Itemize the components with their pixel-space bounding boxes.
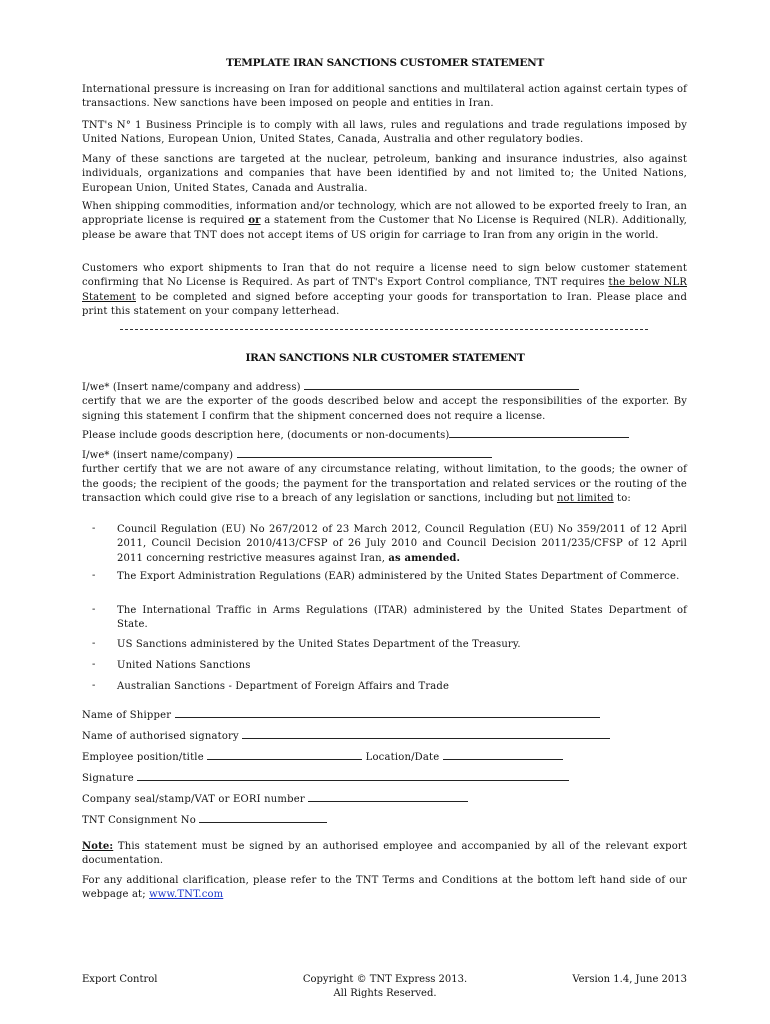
statement-opening [82, 380, 687, 424]
document-title: TEMPLATE IRAN SANCTIONS CUSTOMER STATEMENT [226, 57, 544, 69]
shipper-blank[interactable] [175, 708, 600, 718]
bullet-dash: - [92, 680, 96, 691]
bullet-dash: - [92, 523, 96, 534]
bullet-1-text: Council Regulation (EU) No 267/2012 of 23 March 2012, Council Regulation (EU) No 359/2011 of 12 April 2011, Council Decision 2010/413/CFSP of 26 July 2010 and Council Decision 2011/235/CFSP of 12 April 2011 concerning restrictive measures against Iran, [117, 524, 687, 564]
name-company-blank[interactable] [237, 448, 492, 458]
license-text-a: When shipping commodities, information and/or technology, which are not allowed to be exported freely to Iran, an appropriate license is required [82, 201, 687, 227]
list-item: US Sanctions administered by the United States Department of the Treasury. [117, 639, 521, 650]
list-item: Australian Sanctions - Department of Foreign Affairs and Trade [117, 681, 450, 692]
clarification-paragraph [82, 874, 687, 903]
license-paragraph [82, 200, 687, 243]
bullet-dash: - [92, 638, 96, 649]
note-paragraph [82, 840, 687, 869]
insert-name-label-2: I/we* (insert name/company) [82, 450, 234, 461]
note-text: This statement must be signed by an authorised employee and accompanied by all of the relevant export documentation. [82, 841, 687, 867]
consignment-label: TNT Consignment No [82, 815, 196, 826]
position-field [82, 750, 563, 763]
footer-right: Version 1.4, June 2013 [572, 974, 687, 985]
company-seal-label: Company seal/stamp/VAT or EORI number [82, 794, 305, 805]
or-emphasis: or [248, 215, 261, 227]
signature-label: Signature [82, 773, 134, 784]
not-limited-underlined: not limited [556, 492, 614, 504]
list-item: United Nations Sanctions [117, 660, 251, 671]
signature-field [82, 771, 569, 784]
footer-copyright: Copyright © TNT Express 2013. [302, 974, 468, 985]
customer-text-a: Customers who export shipments to Iran that do not require a license need to sign below customer statement confirming that No License is Required. As part of TNT's Export Control compliance, TNT requires [82, 263, 687, 289]
footer-center [285, 973, 485, 1001]
consignment-field [82, 813, 327, 826]
goods-blank[interactable] [449, 428, 629, 438]
intro-paragraph-3: Many of these sanctions are targeted at the nuclear, petroleum, banking and insurance industries, also against individuals, organizations and companies that have been identified by and not limited to; the United Nations, European Union, United States, Canada and Australia. [82, 154, 687, 194]
list-item [117, 523, 687, 566]
customer-paragraph [82, 262, 687, 319]
tnt-website-link[interactable]: www.TNT.com [149, 889, 224, 901]
location-label: Location/Date [365, 752, 440, 763]
shipper-label: Name of Shipper [82, 710, 172, 721]
statement-title: IRAN SANCTIONS NLR CUSTOMER STATEMENT [245, 352, 525, 364]
intro-paragraph-2: TNT's N° 1 Business Principle is to comply with all laws, rules and regulations and trade regulations imposed by United Nations, European Union, United States, Canada, Australia and other regulatory bodies. [82, 120, 687, 146]
location-blank[interactable] [443, 750, 563, 760]
signature-blank[interactable] [137, 771, 569, 781]
position-blank[interactable] [207, 750, 362, 760]
footer-left: Export Control [82, 974, 158, 985]
bullet-1-bold: as amended. [388, 552, 461, 564]
customer-text-b: to be completed and signed before accepting your goods for transportation to Iran. Please place and print this statement on your company letterhead. [82, 291, 687, 317]
further-certify-block [82, 448, 687, 506]
signatory-blank[interactable] [242, 729, 610, 739]
signatory-field [82, 729, 610, 742]
shipper-field [82, 708, 600, 721]
signatory-label: Name of authorised signatory [82, 731, 239, 742]
goods-description-line [82, 428, 687, 443]
intro-paragraph-1: International pressure is increasing on Iran for additional sanctions and multilateral action against certain types of transactions. New sanctions have been imposed on people and entities in Iran. [82, 84, 687, 110]
company-seal-field [82, 792, 468, 805]
insert-name-label: I/we* (Insert name/company and address) [82, 382, 301, 393]
note-label: Note: [82, 841, 114, 852]
company-seal-blank[interactable] [308, 792, 468, 802]
consignment-blank[interactable] [199, 813, 327, 823]
bullet-dash: - [92, 570, 96, 581]
clarification-text: For any additional clarification, please refer to the TNT Terms and Conditions at the bottom left hand side of our webpage at; [82, 875, 687, 901]
bullet-dash: - [92, 604, 96, 615]
further-text-a: further certify that we are not aware of any circumstance relating, without limitation, to the goods; the owner of the goods; the recipient of the goods; the payment for the transportation and related services or the routing of the transaction which could give rise to a breach of any legislation or sanctions, including but [82, 464, 687, 504]
position-label: Employee position/title [82, 752, 204, 763]
further-text-b: to: [613, 492, 631, 504]
goods-label: Please include goods description here, (documents or non-documents) [82, 430, 450, 441]
bullet-dash: - [92, 659, 96, 670]
list-item: The International Traffic in Arms Regulations (ITAR) administered by the United States Department of State. [117, 605, 687, 631]
nlr-statement-underlined: the below NLR Statement [82, 277, 687, 303]
certify-text: certify that we are the exporter of the goods described below and accept the responsibilities of the exporter. By signing this statement I confirm that the shipment concerned does not require a license. [82, 396, 687, 422]
name-address-blank[interactable] [304, 380, 579, 390]
section-divider [120, 329, 648, 330]
list-item: The Export Administration Regulations (EAR) administered by the United States Department of Commerce. [117, 571, 680, 582]
footer-rights: All Rights Reserved. [333, 988, 437, 999]
license-text-b: a statement from the Customer that No License is Required (NLR). Additionally, please be aware that TNT does not accept items of US origin for carriage to Iran from any origin in the world. [82, 215, 687, 241]
